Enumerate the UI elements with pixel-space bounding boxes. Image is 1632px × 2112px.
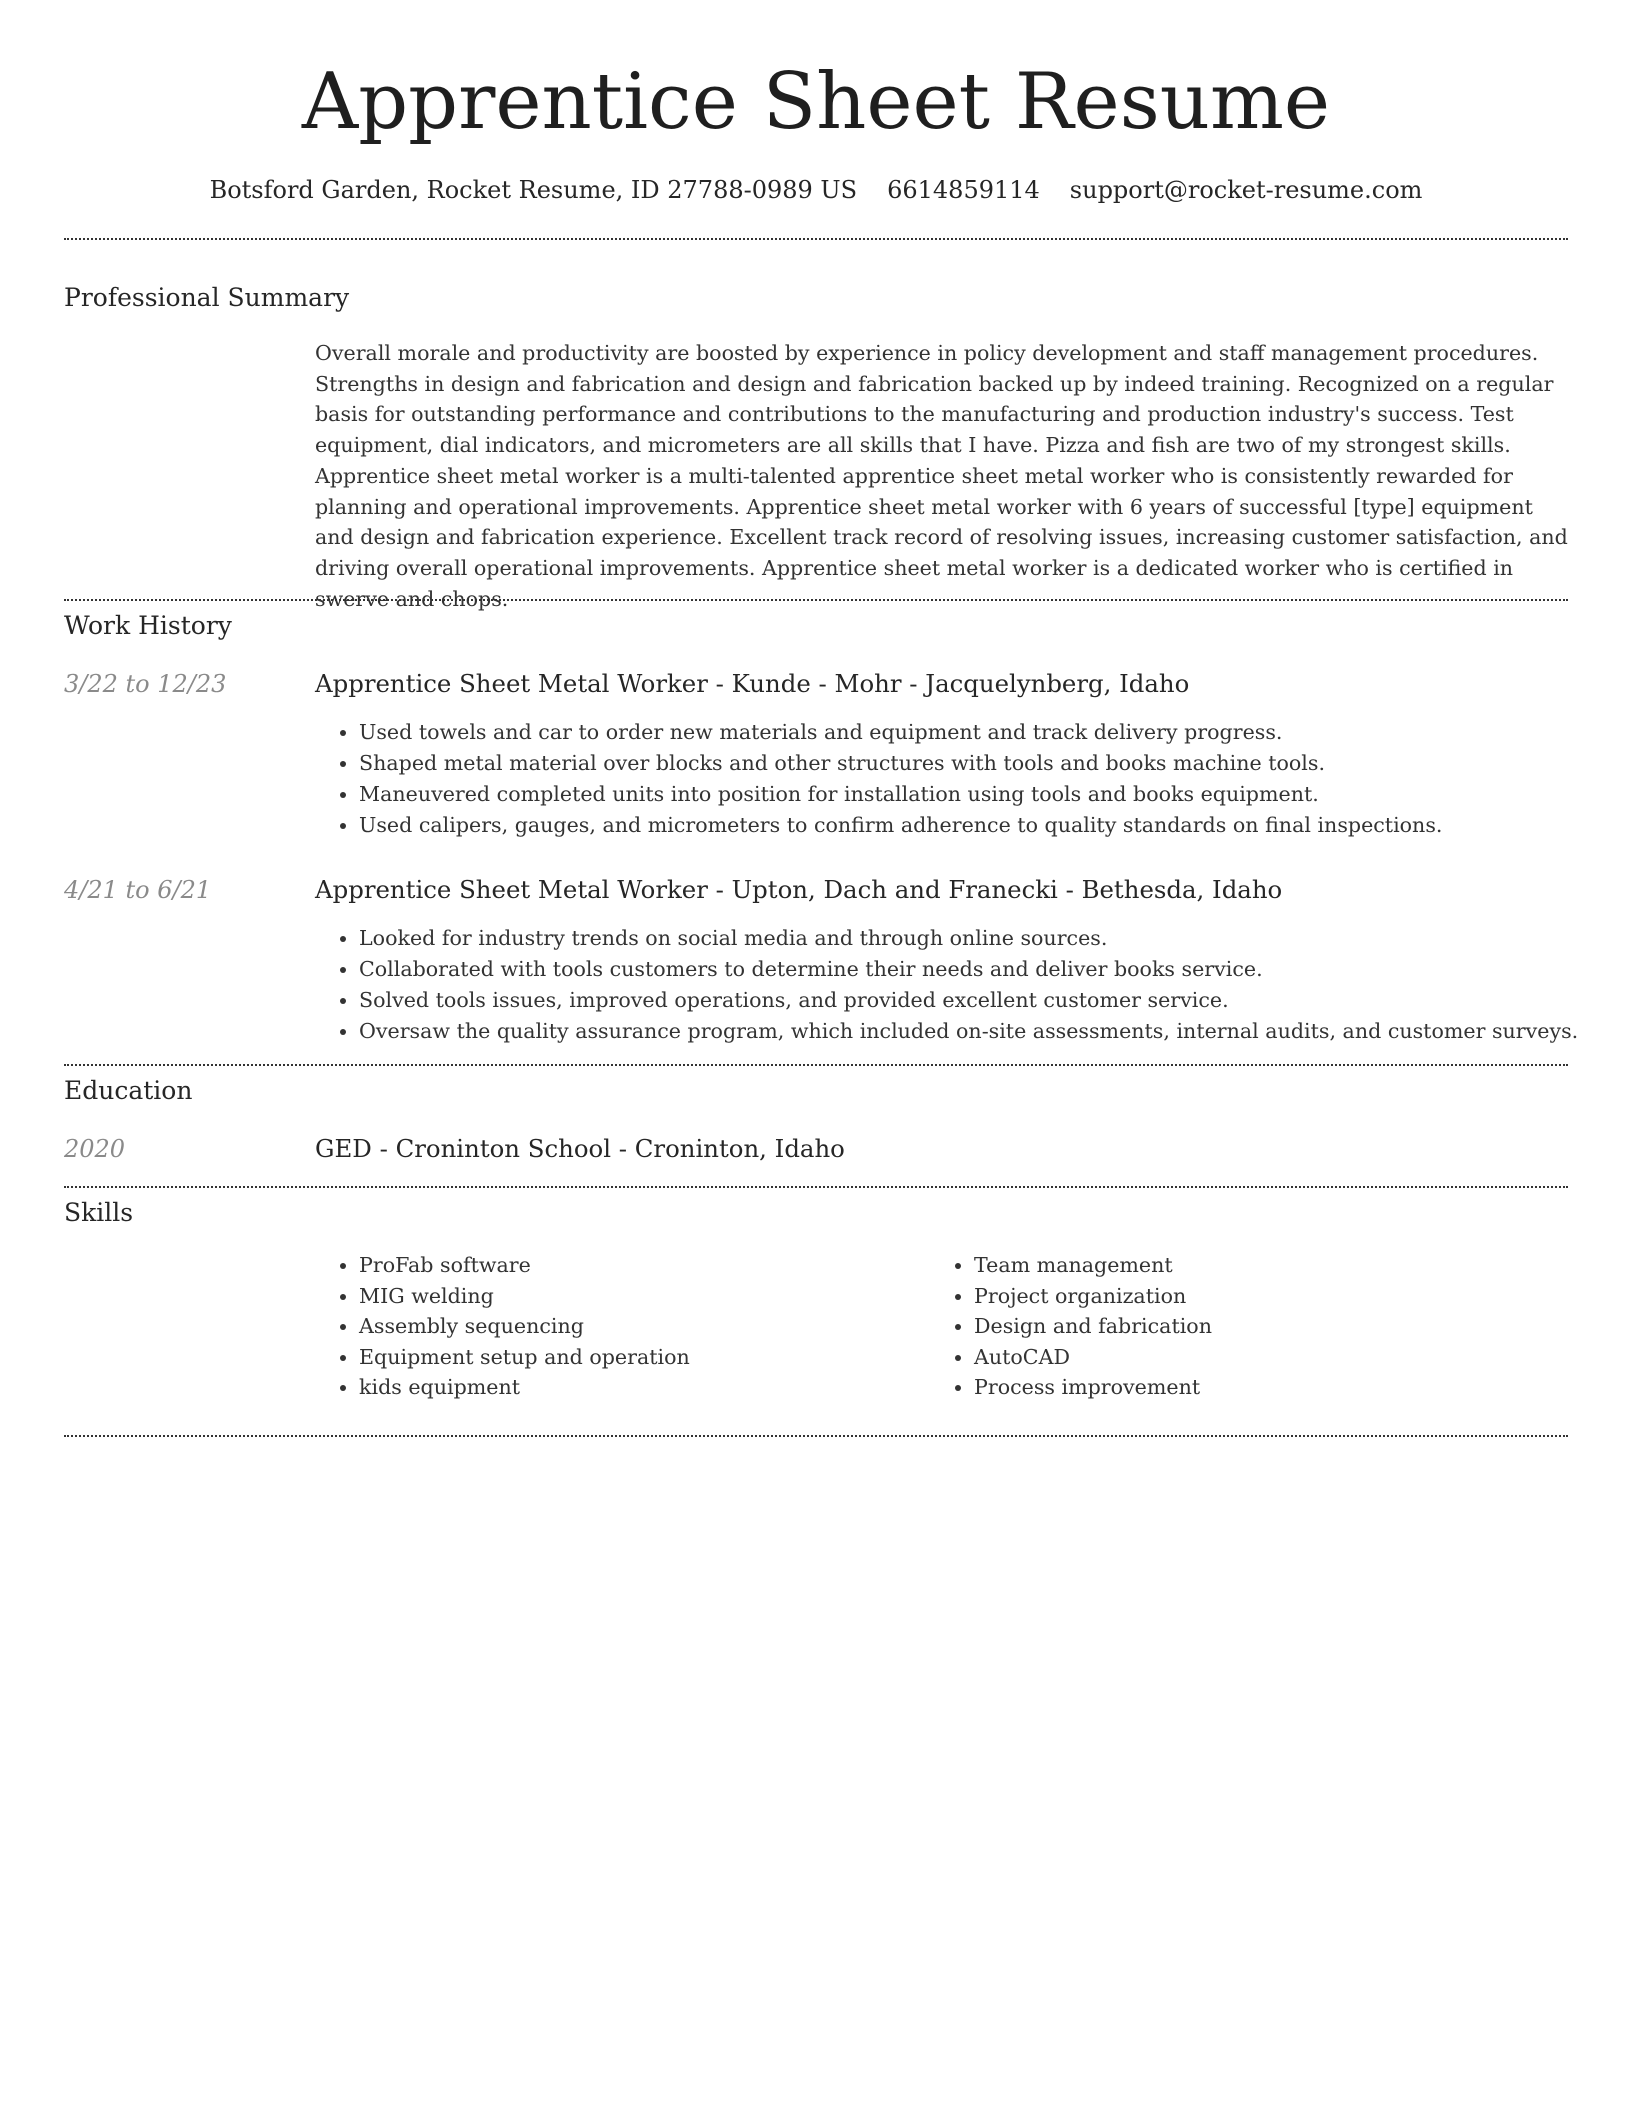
work-history-heading: Work History (64, 611, 232, 640)
skills-heading: Skills (64, 1198, 134, 1227)
skill-item: • Design and fabrication (974, 1311, 1212, 1342)
job-bullets (315, 923, 1578, 1047)
section-divider (64, 599, 1568, 601)
resume-title: Apprentice Sheet Resume (301, 57, 1331, 147)
skill-item: • Team management (974, 1250, 1212, 1281)
section-divider (64, 1435, 1568, 1437)
section-divider (64, 1186, 1568, 1188)
contact-line (0, 172, 1632, 208)
skill-item: • Project organization (974, 1281, 1212, 1312)
job-dates: 4/21 to 6/21 (64, 876, 212, 904)
job-bullets (315, 717, 1442, 841)
contact-phone: 6614859114 (887, 176, 1040, 204)
section-divider (64, 1064, 1568, 1066)
skills-list-left (315, 1250, 690, 1403)
section-divider (64, 238, 1568, 240)
contact-address: Botsford Garden, Rocket Resume, ID 27788-0989 US (209, 176, 858, 204)
list-item: • Collaborated with tools customers to determine their needs and deliver books service. (359, 954, 1578, 985)
skill-item: • ProFab software (359, 1250, 690, 1281)
list-item: • Looked for industry trends on social media and through online sources. (359, 923, 1578, 954)
contact-email: support@rocket-resume.com (1069, 176, 1423, 204)
summary-heading: Professional Summary (64, 283, 350, 312)
education-entry: GED - Croninton School - Croninton, Idaho (315, 1134, 845, 1163)
skill-item: • Equipment setup and operation (359, 1342, 690, 1373)
job-title: Apprentice Sheet Metal Worker - Kunde - Mohr - Jacquelynberg, Idaho (315, 669, 1190, 698)
list-item: • Solved tools issues, improved operations, and provided excellent customer service. (359, 985, 1578, 1016)
resume-header (0, 0, 1632, 208)
skill-item: • Process improvement (974, 1372, 1212, 1403)
education-year: 2020 (64, 1135, 126, 1163)
skill-item: • kids equipment (359, 1372, 690, 1403)
list-item: • Oversaw the quality assurance program, which included on-site assessments, internal audits, and customer surveys. (359, 1016, 1578, 1047)
list-item: • Used towels and car to order new materials and equipment and track delivery progress. (359, 717, 1442, 748)
list-item: • Shaped metal material over blocks and other structures with tools and books machine tools. (359, 748, 1442, 779)
list-item: • Used calipers, gauges, and micrometers to confirm adherence to quality standards on final inspections. (359, 810, 1442, 841)
skill-item: • MIG welding (359, 1281, 690, 1312)
summary-text: Overall morale and productivity are boosted by experience in policy development and staff management procedures. Strengths in design and fabrication and design and fabrication backed up by indeed training. Recognized on a regular basis for outstanding performance and contributions to the manufacturing and production industry's success. Test equipment, dial indicators, and micrometers are all skills that I have. Pizza and fish are two of my strongest skills. Apprentice sheet metal worker is a multi-talented apprentice sheet metal worker who is consistently rewarded for planning and operational improvements. Apprentice sheet metal worker with 6 years of successful [type] equipment and design and fabrication experience. Excellent track record of resolving issues, increasing customer satisfaction, and driving overall operational improvements. Apprentice sheet metal worker is a dedicated worker who is certified in swerve and chops. (315, 341, 1568, 611)
job-title: Apprentice Sheet Metal Worker - Upton, Dach and Franecki - Bethesda, Idaho (315, 875, 1283, 904)
job-dates: 3/22 to 12/23 (64, 670, 227, 698)
skills-list-right (930, 1250, 1212, 1403)
education-heading: Education (64, 1076, 193, 1105)
skill-item: • Assembly sequencing (359, 1311, 690, 1342)
list-item: • Maneuvered completed units into position for installation using tools and books equipment. (359, 779, 1442, 810)
skill-item: • AutoCAD (974, 1342, 1212, 1373)
